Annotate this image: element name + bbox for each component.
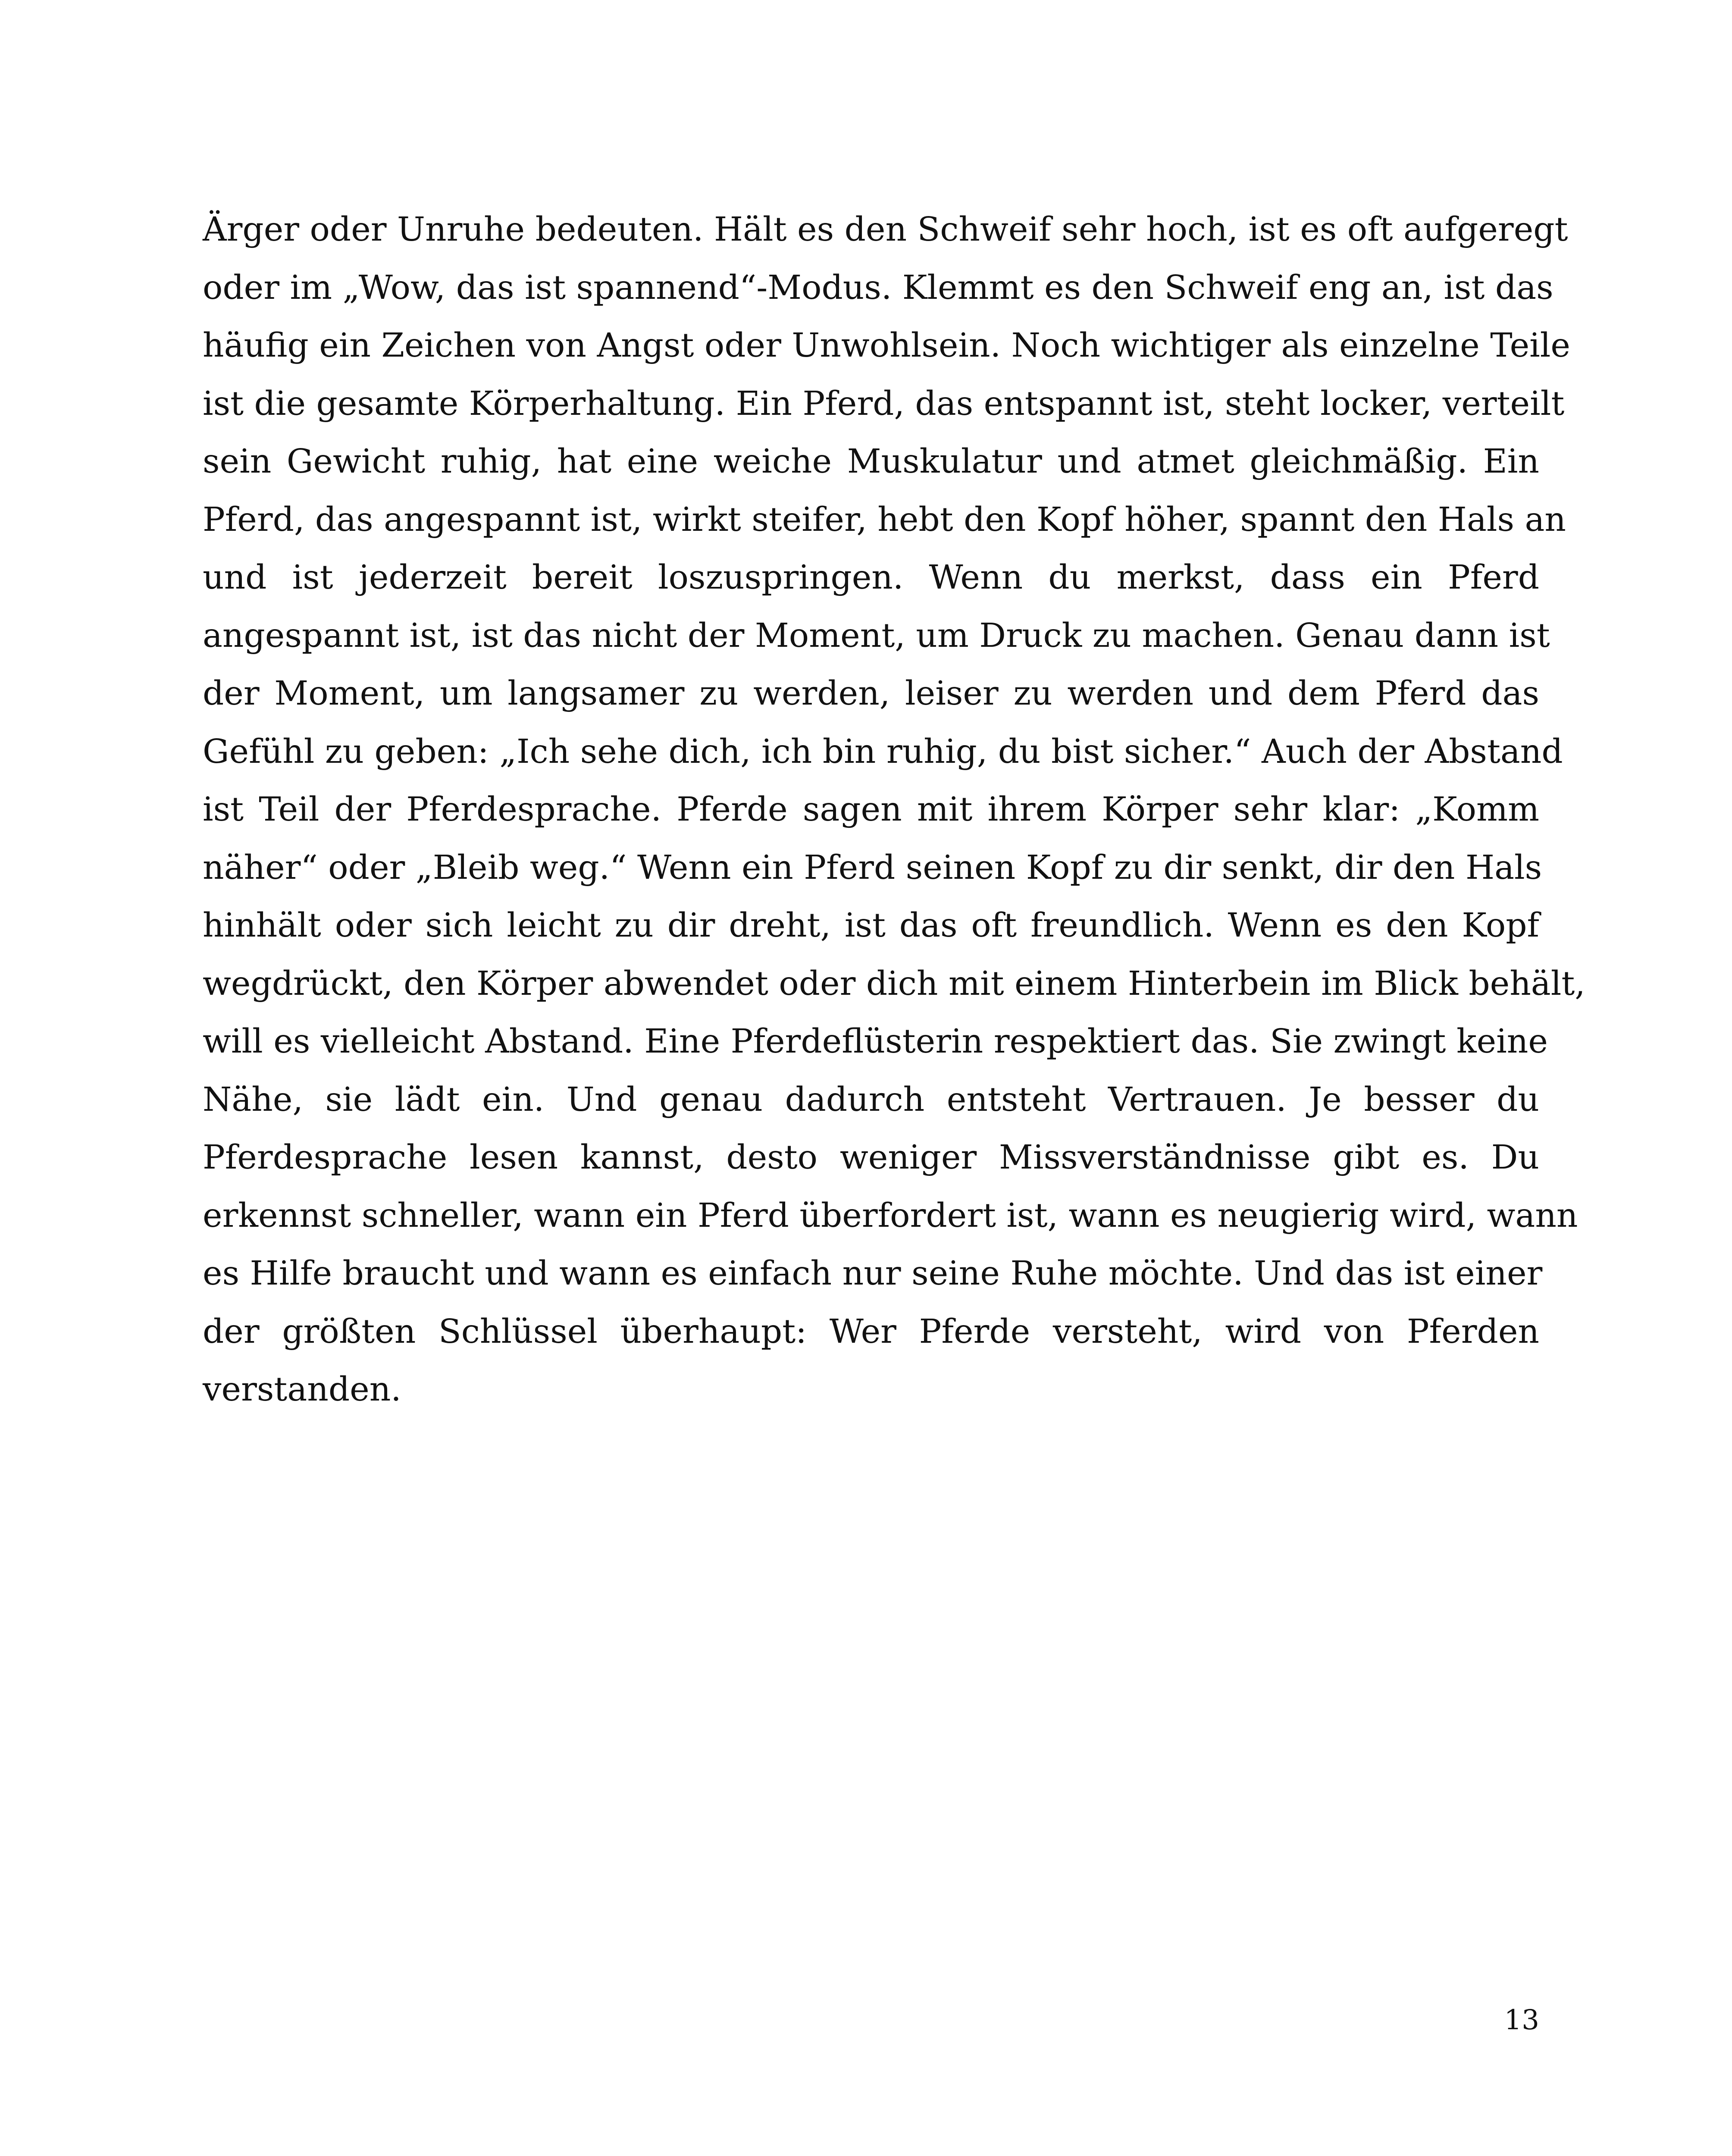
text-line: Nähe, sie lädt ein. Und genau dadurch entsteht Vertrauen. Je besser du [203,1080,1539,1119]
text-line: verstanden. [203,1370,401,1409]
text-line: Pferd, das angespannt ist, wirkt steifer, hebt den Kopf höher, spannt den Hals an [203,500,1566,539]
text-line: näher“ oder „Bleib weg.“ Wenn ein Pferd seinen Kopf zu dir senkt, dir den Hals [203,848,1542,887]
text-line: Gefühl zu geben: „Ich sehe dich, ich bin ruhig, du bist sicher.“ Auch der Abstand [203,732,1563,771]
text-line: und ist jederzeit bereit loszuspringen. Wenn du merkst, dass ein Pferd [203,558,1539,597]
text-line: hinhält oder sich leicht zu dir dreht, ist das oft freundlich. Wenn es den Kopf [203,906,1539,945]
page-number: 13 [1504,2004,1539,2036]
text-line: Ärger oder Unruhe bedeuten. Hält es den Schweif sehr hoch, ist es oft aufgeregt [203,210,1568,249]
text-line: oder im „Wow, das ist spannend“-Modus. Klemmt es den Schweif eng an, ist das [203,268,1553,307]
text-line: sein Gewicht ruhig, hat eine weiche Muskulatur und atmet gleichmäßig. Ein [203,442,1539,481]
text-line: ist die gesamte Körperhaltung. Ein Pferd, das entspannt ist, steht locker, verteilt [203,384,1565,423]
text-line: ist Teil der Pferdesprache. Pferde sagen mit ihrem Körper sehr klar: „Komm [203,790,1539,829]
text-line: Pferdesprache lesen kannst, desto weniger Missverständnisse gibt es. Du [203,1138,1539,1177]
text-line: will es vielleicht Abstand. Eine Pferdeflüsterin respektiert das. Sie zwingt keine [203,1022,1548,1061]
text-line: erkennst schneller, wann ein Pferd überfordert ist, wann es neugierig wird, wann [203,1196,1578,1235]
text-line: wegdrückt, den Körper abwendet oder dich mit einem Hinterbein im Blick behält, [203,964,1585,1003]
body-paragraph [203,201,1585,1419]
text-line: der größten Schlüssel überhaupt: Wer Pferde versteht, wird von Pferden [203,1312,1539,1351]
text-line: angespannt ist, ist das nicht der Moment, um Druck zu machen. Genau dann ist [203,616,1550,655]
text-line: häufig ein Zeichen von Angst oder Unwohlsein. Noch wichtiger als einzelne Teile [203,326,1570,365]
text-line: der Moment, um langsamer zu werden, leiser zu werden und dem Pferd das [203,674,1539,713]
text-line: es Hilfe braucht und wann es einfach nur seine Ruhe möchte. Und das ist einer [203,1254,1543,1293]
